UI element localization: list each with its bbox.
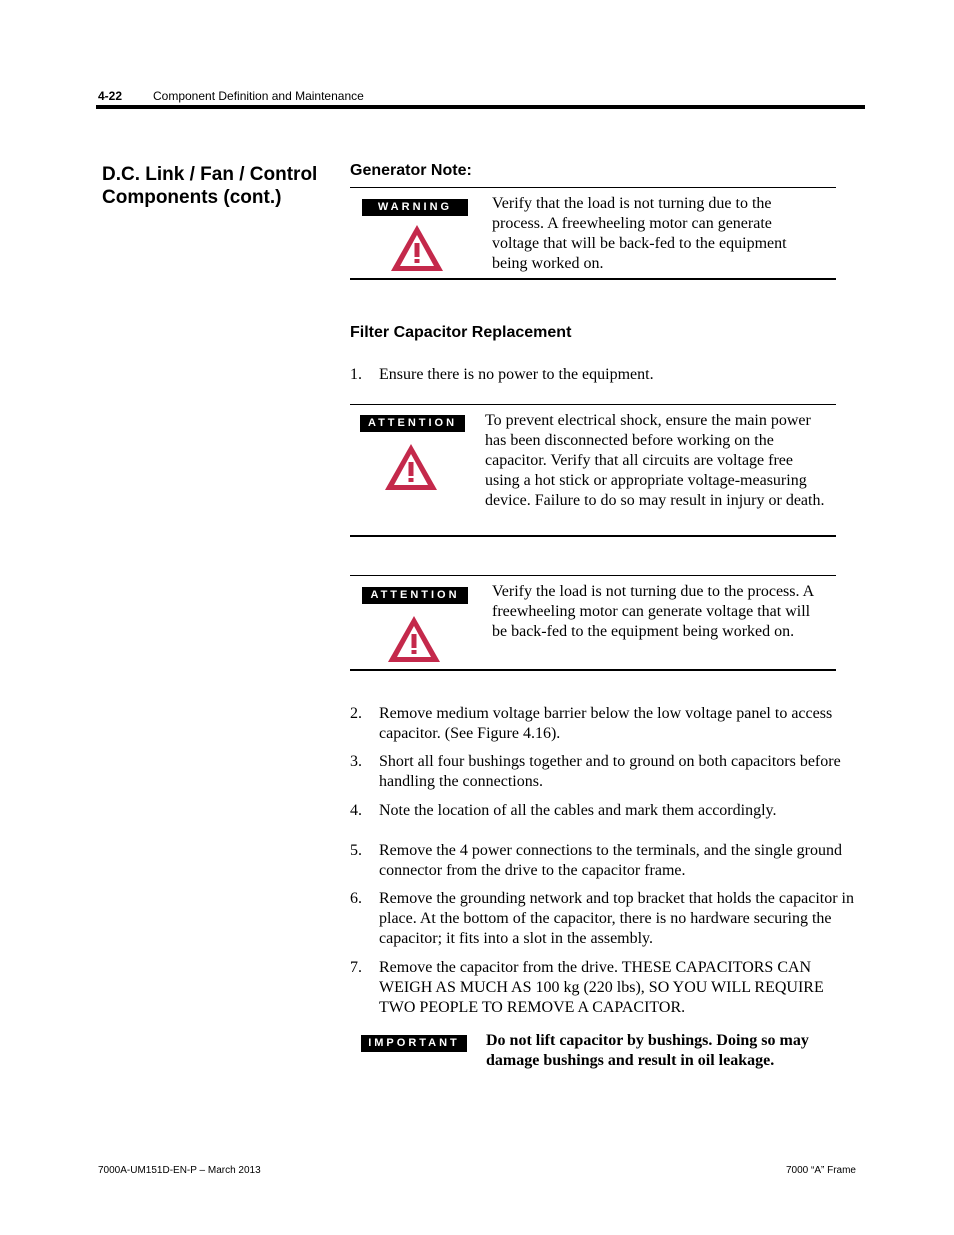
attention-badge: ATTENTION [360, 415, 465, 432]
warning-triangle-icon [383, 442, 439, 492]
generator-note-heading: Generator Note: [350, 162, 472, 179]
step-text: Short all four bushings together and to ground on both capacitors before handling the connections. [379, 753, 841, 790]
important-notice [350, 1030, 836, 1080]
warning-triangle-icon [389, 223, 445, 273]
footer-doc-id: 7000A-UM151D-EN-P – March 2013 [98, 1165, 261, 1176]
warning-triangle-icon [386, 614, 442, 664]
step-number: 2. [350, 705, 362, 722]
chapter-title: Component Definition and Maintenance [153, 89, 364, 103]
step-text: Remove the capacitor from the drive. THESE CAPACITORS CAN WEIGH AS MUCH AS 100 kg (220 lbs), SO YOU WILL REQUIRE TWO PEOPLE TO REMOVE A CAPACITOR. [379, 959, 824, 1016]
warning-text: Verify that the load is not turning due to the process. A freewheeling motor can generate voltage that will be back-fed to the equipment being worked on. [492, 195, 787, 272]
important-text: Do not lift capacitor by bushings. Doing so may damage bushings and result in oil leakage. [486, 1032, 809, 1069]
page-number: 4-22 [98, 89, 123, 103]
important-badge: IMPORTANT [361, 1035, 467, 1052]
step-number: 6. [350, 890, 362, 907]
attention-badge: ATTENTION [362, 587, 468, 604]
section-title-line1: D.C. Link / Fan / Control [102, 164, 318, 185]
step-text: Ensure there is no power to the equipment. [379, 366, 654, 383]
filter-capacitor-heading: Filter Capacitor Replacement [350, 324, 572, 341]
attention-notice-2 [350, 575, 836, 671]
attention-text: To prevent electrical shock, ensure the main power has been disconnected before working on the capacitor. Verify that all circuits are voltage free using a hot stick or appropriate voltage-measuring device. Failure to do so may result in injury or death. [485, 412, 825, 509]
warning-notice [350, 187, 836, 280]
section-title [102, 163, 322, 209]
section-title-line2: Components (cont.) [102, 187, 282, 208]
step-number: 1. [350, 366, 362, 383]
step-number: 5. [350, 842, 362, 859]
step-text: Note the location of all the cables and mark them accordingly. [379, 802, 777, 819]
step-text: Remove the 4 power connections to the terminals, and the single ground connector from the drive to the capacitor frame. [379, 842, 842, 879]
footer-product: 7000 “A” Frame [785, 1165, 856, 1176]
step-text: Remove the grounding network and top bracket that holds the capacitor in place. At the bottom of the capacitor, there is no hardware securing the capacitor; it fits into a slot in the assembly. [379, 890, 854, 947]
header-rule [96, 105, 865, 109]
step-number: 4. [350, 802, 362, 819]
step-text: Remove medium voltage barrier below the low voltage panel to access capacitor. (See Figure 4.16). [379, 705, 833, 742]
step-number: 3. [350, 753, 362, 770]
step-number: 7. [350, 959, 362, 976]
warning-badge: WARNING [362, 199, 468, 216]
attention-text: Verify the load is not turning due to the process. A freewheeling motor can generate voltage that will be back-fed to the equipment being worked on. [492, 583, 814, 640]
attention-notice-1 [350, 404, 836, 537]
